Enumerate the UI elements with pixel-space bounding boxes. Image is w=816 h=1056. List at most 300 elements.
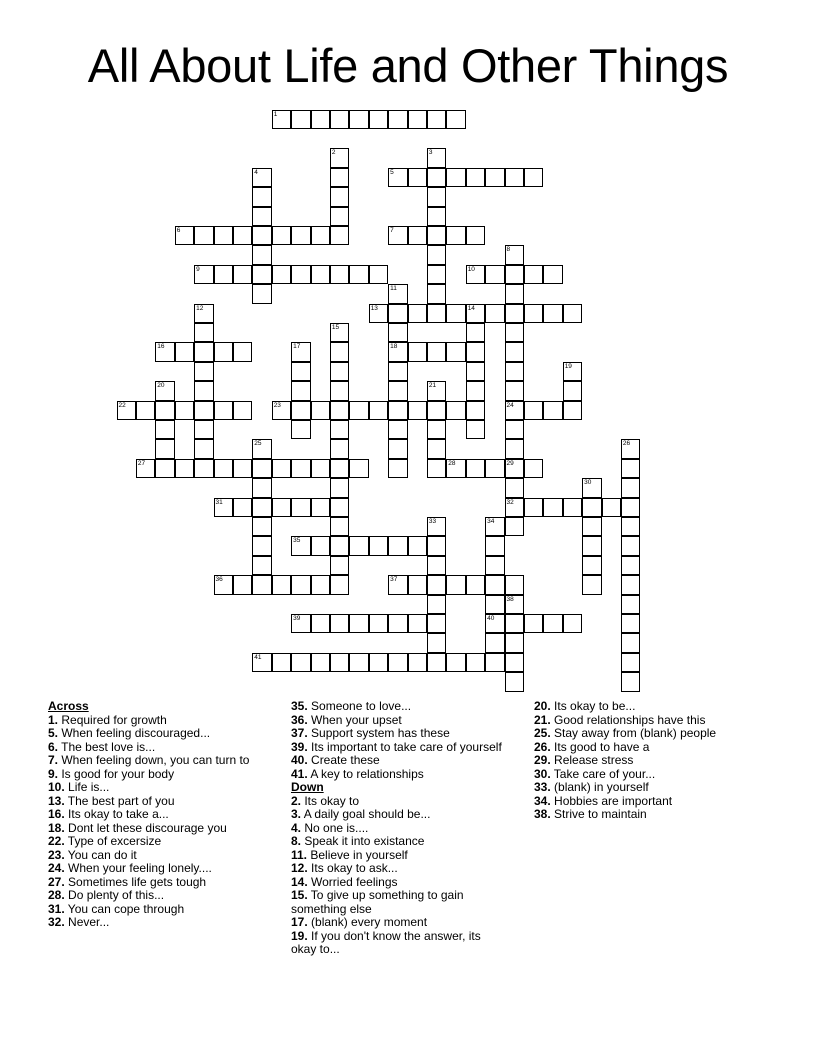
grid-cell[interactable] (291, 420, 311, 440)
grid-cell[interactable] (505, 478, 525, 498)
grid-cell[interactable] (505, 381, 525, 401)
grid-cell[interactable] (524, 401, 544, 421)
grid-cell[interactable] (466, 381, 486, 401)
grid-cell[interactable] (485, 595, 505, 615)
grid-cell[interactable] (543, 304, 563, 324)
grid-cell[interactable] (466, 401, 486, 421)
clue-item-number: 20. (534, 699, 551, 713)
clue-item (48, 727, 263, 741)
grid-cell[interactable] (427, 342, 447, 362)
grid-cell[interactable] (272, 459, 292, 479)
clue-item-text: Support system has these (307, 726, 450, 740)
grid-cell[interactable] (427, 401, 447, 421)
grid-cell[interactable] (466, 304, 486, 324)
grid-cell[interactable] (388, 439, 408, 459)
grid-cell[interactable] (505, 323, 525, 343)
grid-cell[interactable] (252, 536, 272, 556)
grid-cell[interactable] (543, 614, 563, 634)
grid-cell[interactable] (136, 459, 156, 479)
grid-cell[interactable] (466, 226, 486, 246)
clue-number: 21 (428, 382, 437, 390)
grid-cell[interactable] (621, 672, 641, 692)
grid-cell[interactable] (330, 110, 350, 130)
grid-cell[interactable] (291, 342, 311, 362)
grid-cell[interactable] (369, 653, 389, 673)
grid-cell[interactable] (543, 498, 563, 518)
grid-cell[interactable] (446, 575, 466, 595)
grid-cell[interactable] (388, 168, 408, 188)
grid-cell[interactable] (311, 459, 331, 479)
grid-cell[interactable] (485, 265, 505, 285)
grid-cell[interactable] (194, 362, 214, 382)
grid-cell[interactable] (194, 304, 214, 324)
grid-cell[interactable] (388, 653, 408, 673)
grid-cell[interactable] (485, 517, 505, 537)
grid-cell[interactable] (330, 381, 350, 401)
grid-cell[interactable] (311, 226, 331, 246)
grid-cell[interactable] (466, 362, 486, 382)
grid-cell[interactable] (252, 207, 272, 227)
grid-cell[interactable] (621, 498, 641, 518)
grid-cell[interactable] (369, 614, 389, 634)
grid-cell[interactable] (291, 265, 311, 285)
grid-cell[interactable] (330, 556, 350, 576)
grid-cell[interactable] (330, 498, 350, 518)
grid-cell[interactable] (252, 498, 272, 518)
grid-cell[interactable] (155, 459, 175, 479)
grid-cell[interactable] (408, 304, 428, 324)
grid-cell[interactable] (427, 168, 447, 188)
grid-cell[interactable] (252, 439, 272, 459)
grid-cell[interactable] (252, 284, 272, 304)
grid-cell[interactable] (485, 304, 505, 324)
grid-cell[interactable] (291, 536, 311, 556)
grid-cell[interactable] (214, 401, 234, 421)
grid-cell[interactable] (349, 265, 369, 285)
grid-cell[interactable] (311, 536, 331, 556)
grid-cell[interactable] (505, 265, 525, 285)
grid-cell[interactable] (175, 401, 195, 421)
grid-cell[interactable] (233, 342, 253, 362)
clue-number: 22 (118, 401, 126, 409)
grid-cell[interactable] (621, 517, 641, 537)
grid-cell[interactable] (194, 226, 214, 246)
grid-cell[interactable] (505, 633, 525, 653)
grid-cell[interactable] (408, 401, 428, 421)
grid-cell[interactable] (330, 168, 350, 188)
grid-cell[interactable] (427, 245, 447, 265)
grid-cell[interactable] (427, 304, 447, 324)
grid-cell[interactable] (505, 575, 525, 595)
grid-cell[interactable] (291, 226, 311, 246)
grid-cell[interactable] (369, 110, 389, 130)
grid-cell[interactable] (427, 265, 447, 285)
grid-cell[interactable] (349, 459, 369, 479)
grid-cell[interactable] (194, 401, 214, 421)
grid-cell[interactable] (291, 381, 311, 401)
grid-cell[interactable] (427, 517, 447, 537)
grid-cell[interactable] (155, 439, 175, 459)
grid-cell[interactable] (505, 498, 525, 518)
grid-cell[interactable] (252, 187, 272, 207)
grid-cell[interactable] (505, 439, 525, 459)
grid-cell[interactable] (291, 362, 311, 382)
grid-cell[interactable] (621, 536, 641, 556)
grid-cell[interactable] (427, 633, 447, 653)
grid-cell[interactable] (349, 614, 369, 634)
grid-cell[interactable] (330, 342, 350, 362)
grid-cell[interactable] (155, 401, 175, 421)
grid-cell[interactable] (427, 575, 447, 595)
grid-cell[interactable] (543, 265, 563, 285)
grid-cell[interactable] (194, 381, 214, 401)
grid-cell[interactable] (252, 478, 272, 498)
clue-item-text: (blank) in yourself (550, 780, 649, 794)
grid-cell[interactable] (505, 342, 525, 362)
grid-cell[interactable] (427, 420, 447, 440)
clue-item-text: When feeling discouraged... (58, 726, 211, 740)
grid-cell[interactable] (505, 168, 525, 188)
grid-cell[interactable] (427, 226, 447, 246)
grid-cell[interactable] (582, 478, 602, 498)
grid-cell[interactable] (291, 459, 311, 479)
grid-cell[interactable] (388, 401, 408, 421)
clue-item (48, 714, 263, 728)
grid-cell[interactable] (233, 575, 253, 595)
clue-item-text: Life is... (64, 780, 110, 794)
grid-cell[interactable] (446, 168, 466, 188)
clue-number: 36 (215, 576, 223, 584)
grid-cell[interactable] (252, 653, 272, 673)
grid-cell[interactable] (505, 653, 525, 673)
grid-cell[interactable] (194, 420, 214, 440)
grid-cell[interactable] (485, 575, 505, 595)
grid-cell[interactable] (427, 614, 447, 634)
grid-cell[interactable] (233, 498, 253, 518)
grid-cell[interactable] (214, 459, 234, 479)
grid-cell[interactable] (505, 245, 525, 265)
grid-cell[interactable] (233, 226, 253, 246)
grid-cell[interactable] (214, 226, 234, 246)
grid-cell[interactable] (311, 575, 331, 595)
grid-cell[interactable] (330, 207, 350, 227)
grid-cell[interactable] (330, 187, 350, 207)
grid-cell[interactable] (388, 381, 408, 401)
grid-cell[interactable] (330, 614, 350, 634)
grid-cell[interactable] (582, 575, 602, 595)
grid-cell[interactable] (427, 207, 447, 227)
grid-cell[interactable] (524, 265, 544, 285)
grid-cell[interactable] (214, 265, 234, 285)
grid-cell[interactable] (291, 401, 311, 421)
grid-cell[interactable] (524, 459, 544, 479)
grid-cell[interactable] (214, 342, 234, 362)
grid-cell[interactable] (485, 536, 505, 556)
grid-cell[interactable] (446, 459, 466, 479)
grid-cell[interactable] (388, 614, 408, 634)
grid-cell[interactable] (485, 653, 505, 673)
grid-cell[interactable] (291, 653, 311, 673)
grid-cell[interactable] (621, 478, 641, 498)
grid-cell[interactable] (388, 304, 408, 324)
grid-cell[interactable] (252, 168, 272, 188)
grid-cell[interactable] (330, 323, 350, 343)
grid-cell[interactable] (330, 575, 350, 595)
grid-cell[interactable] (369, 304, 389, 324)
grid-cell[interactable] (252, 226, 272, 246)
grid-cell[interactable] (272, 401, 292, 421)
grid-cell[interactable] (330, 401, 350, 421)
clue-item-text: Required for growth (58, 712, 167, 727)
grid-cell[interactable] (408, 614, 428, 634)
clue-item (291, 727, 506, 741)
grid-cell[interactable] (388, 110, 408, 130)
grid-cell[interactable] (466, 420, 486, 440)
grid-cell[interactable] (330, 459, 350, 479)
grid-cell[interactable] (311, 265, 331, 285)
grid-cell[interactable] (427, 381, 447, 401)
grid-cell[interactable] (466, 575, 486, 595)
grid-cell[interactable] (194, 265, 214, 285)
grid-cell[interactable] (621, 595, 641, 615)
grid-cell[interactable] (505, 420, 525, 440)
grid-cell[interactable] (466, 459, 486, 479)
grid-cell[interactable] (349, 110, 369, 130)
clue-item (291, 835, 506, 849)
grid-cell[interactable] (272, 575, 292, 595)
grid-cell[interactable] (252, 556, 272, 576)
grid-cell[interactable] (505, 362, 525, 382)
grid-cell[interactable] (621, 556, 641, 576)
grid-cell[interactable] (408, 575, 428, 595)
grid-cell[interactable] (621, 653, 641, 673)
grid-cell[interactable] (524, 614, 544, 634)
grid-cell[interactable] (330, 536, 350, 556)
grid-cell[interactable] (349, 653, 369, 673)
grid-cell[interactable] (524, 168, 544, 188)
grid-cell[interactable] (408, 168, 428, 188)
clue-item-text: Never... (64, 915, 110, 929)
grid-cell[interactable] (117, 401, 137, 421)
grid-cell[interactable] (408, 653, 428, 673)
grid-cell[interactable] (311, 614, 331, 634)
grid-cell[interactable] (505, 304, 525, 324)
grid-cell[interactable] (427, 653, 447, 673)
grid-cell[interactable] (194, 342, 214, 362)
grid-cell[interactable] (505, 401, 525, 421)
grid-cell[interactable] (291, 614, 311, 634)
grid-cell[interactable] (330, 478, 350, 498)
grid-cell[interactable] (582, 517, 602, 537)
clue-item (48, 808, 263, 822)
grid-cell[interactable] (524, 498, 544, 518)
grid-cell[interactable] (485, 614, 505, 634)
grid-cell[interactable] (621, 633, 641, 653)
clue-item (291, 876, 506, 890)
grid-cell[interactable] (427, 536, 447, 556)
grid-cell[interactable] (466, 653, 486, 673)
grid-cell[interactable] (563, 498, 583, 518)
grid-cell[interactable] (505, 595, 525, 615)
grid-cell[interactable] (427, 556, 447, 576)
grid-cell[interactable] (194, 459, 214, 479)
grid-cell[interactable] (563, 614, 583, 634)
grid-cell[interactable] (175, 459, 195, 479)
grid-cell[interactable] (446, 226, 466, 246)
grid-cell[interactable] (291, 110, 311, 130)
grid-cell[interactable] (408, 110, 428, 130)
grid-cell[interactable] (582, 556, 602, 576)
clue-heading: Down (291, 780, 324, 794)
grid-cell[interactable] (155, 420, 175, 440)
grid-cell[interactable] (194, 323, 214, 343)
grid-cell[interactable] (272, 110, 292, 130)
grid-cell[interactable] (369, 401, 389, 421)
clue-number: 9 (196, 265, 200, 273)
grid-cell[interactable] (446, 110, 466, 130)
grid-cell[interactable] (291, 575, 311, 595)
grid-cell[interactable] (485, 556, 505, 576)
grid-cell[interactable] (466, 342, 486, 362)
grid-cell[interactable] (446, 342, 466, 362)
grid-cell[interactable] (427, 148, 447, 168)
clue-item-text: Speak it into existance (301, 834, 425, 848)
clue-item-text: Its okay to be... (550, 699, 636, 713)
clue-item-text: Take care of your... (550, 766, 656, 781)
grid-cell[interactable] (330, 439, 350, 459)
grid-cell[interactable] (252, 245, 272, 265)
grid-cell[interactable] (272, 653, 292, 673)
grid-cell[interactable] (524, 304, 544, 324)
grid-cell[interactable] (485, 459, 505, 479)
clue-item (291, 822, 506, 836)
grid-cell[interactable] (563, 304, 583, 324)
grid-cell[interactable] (427, 459, 447, 479)
grid-cell[interactable] (272, 498, 292, 518)
clue-number: 34 (487, 517, 495, 525)
clue-item-text: Its important to take care of yourself (307, 739, 502, 754)
grid-cell[interactable] (330, 265, 350, 285)
grid-cell[interactable] (582, 536, 602, 556)
grid-cell[interactable] (233, 265, 253, 285)
grid-cell[interactable] (563, 401, 583, 421)
grid-cell[interactable] (505, 614, 525, 634)
grid-cell[interactable] (252, 575, 272, 595)
grid-cell[interactable] (194, 439, 214, 459)
grid-cell[interactable] (214, 575, 234, 595)
grid-cell[interactable] (505, 459, 525, 479)
grid-cell[interactable] (291, 498, 311, 518)
grid-cell[interactable] (233, 459, 253, 479)
grid-cell[interactable] (466, 323, 486, 343)
grid-cell[interactable] (388, 323, 408, 343)
grid-cell[interactable] (427, 595, 447, 615)
grid-cell[interactable] (330, 653, 350, 673)
clue-item-number: 1. (48, 712, 59, 727)
grid-cell[interactable] (330, 420, 350, 440)
grid-cell[interactable] (408, 342, 428, 362)
grid-cell[interactable] (485, 633, 505, 653)
grid-cell[interactable] (505, 517, 525, 537)
clue-item-number: 15. (291, 888, 308, 902)
clue-item-number: 24. (48, 861, 65, 875)
grid-cell[interactable] (388, 342, 408, 362)
grid-cell[interactable] (427, 284, 447, 304)
grid-cell[interactable] (427, 110, 447, 130)
grid-cell[interactable] (563, 381, 583, 401)
grid-cell[interactable] (272, 265, 292, 285)
grid-cell[interactable] (408, 536, 428, 556)
grid-cell[interactable] (602, 498, 622, 518)
grid-cell[interactable] (388, 536, 408, 556)
grid-cell[interactable] (485, 168, 505, 188)
grid-cell[interactable] (252, 459, 272, 479)
grid-cell[interactable] (369, 265, 389, 285)
grid-cell[interactable] (505, 672, 525, 692)
grid-cell[interactable] (136, 401, 156, 421)
grid-cell[interactable] (311, 401, 331, 421)
grid-cell[interactable] (214, 498, 234, 518)
clue-number: 15 (331, 323, 340, 331)
grid-cell[interactable] (543, 401, 563, 421)
grid-cell[interactable] (621, 614, 641, 634)
grid-cell[interactable] (155, 381, 175, 401)
grid-cell[interactable] (369, 536, 389, 556)
grid-cell[interactable] (582, 498, 602, 518)
grid-cell[interactable] (349, 536, 369, 556)
grid-cell[interactable] (466, 168, 486, 188)
grid-cell[interactable] (427, 439, 447, 459)
grid-cell[interactable] (252, 265, 272, 285)
grid-cell[interactable] (311, 110, 331, 130)
grid-cell[interactable] (252, 517, 272, 537)
grid-cell[interactable] (446, 401, 466, 421)
grid-cell[interactable] (330, 226, 350, 246)
grid-cell[interactable] (272, 226, 292, 246)
grid-cell[interactable] (311, 498, 331, 518)
grid-cell[interactable] (330, 517, 350, 537)
grid-cell[interactable] (233, 401, 253, 421)
clue-item (291, 741, 506, 755)
grid-cell[interactable] (427, 187, 447, 207)
grid-cell[interactable] (311, 653, 331, 673)
clue-item-number: 29. (534, 753, 551, 767)
clue-item (534, 714, 749, 728)
grid-cell[interactable] (505, 284, 525, 304)
grid-cell[interactable] (388, 284, 408, 304)
grid-cell[interactable] (388, 575, 408, 595)
grid-cell[interactable] (466, 265, 486, 285)
grid-cell[interactable] (446, 653, 466, 673)
grid-cell[interactable] (621, 439, 641, 459)
grid-cell[interactable] (446, 304, 466, 324)
grid-cell[interactable] (408, 226, 428, 246)
grid-cell[interactable] (621, 459, 641, 479)
grid-cell[interactable] (388, 362, 408, 382)
grid-cell[interactable] (388, 226, 408, 246)
grid-cell[interactable] (563, 362, 583, 382)
grid-cell[interactable] (330, 362, 350, 382)
grid-cell[interactable] (621, 575, 641, 595)
grid-cell[interactable] (175, 226, 195, 246)
grid-cell[interactable] (175, 342, 195, 362)
grid-cell[interactable] (155, 342, 175, 362)
clue-item-text: Good relationships have this (550, 712, 706, 727)
grid-cell[interactable] (388, 459, 408, 479)
grid-cell[interactable] (349, 401, 369, 421)
grid-cell[interactable] (330, 148, 350, 168)
grid-cell[interactable] (388, 420, 408, 440)
